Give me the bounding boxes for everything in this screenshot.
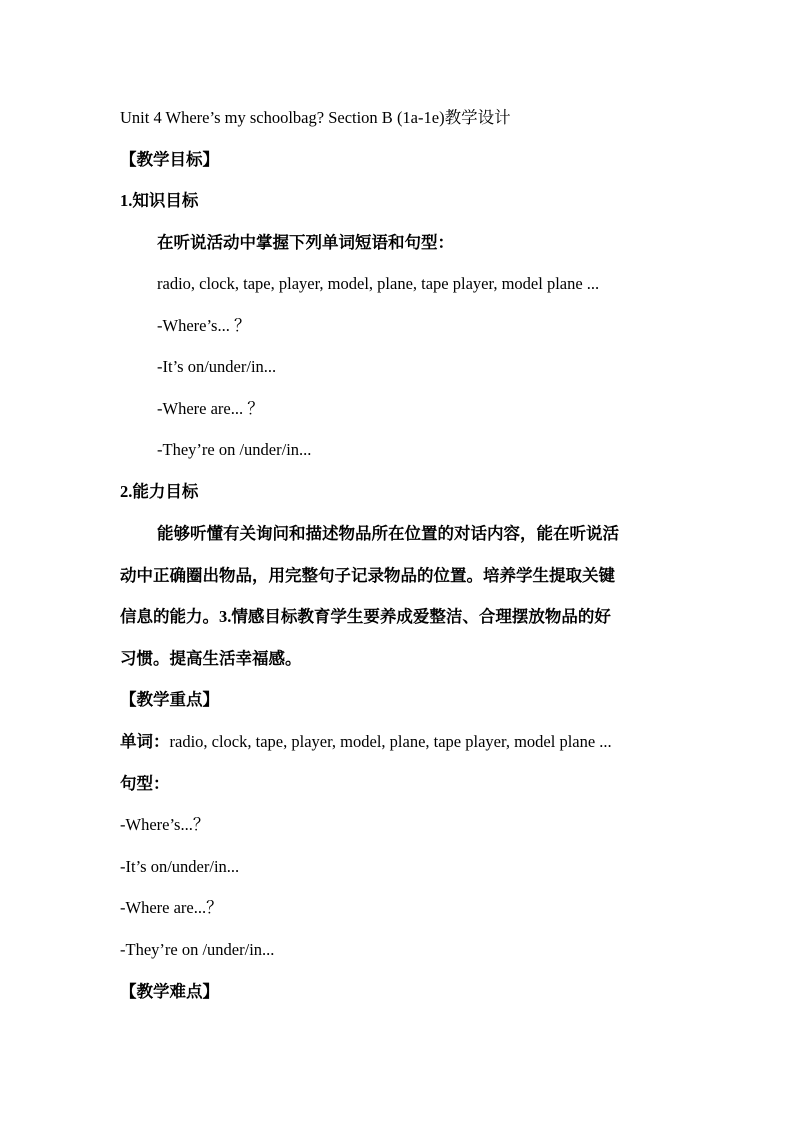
section-heading-key-points: 【教学重点】 xyxy=(120,690,219,709)
key-sentences-label: 句型： xyxy=(120,774,170,793)
key-words-list: radio, clock, tape, player, model, plane, tape player, model plane ... xyxy=(169,732,612,751)
subheading-knowledge: 1.知识目标 xyxy=(120,191,199,210)
sentence-pattern: -Where’s... ？ xyxy=(157,316,251,335)
key-words-row xyxy=(120,732,612,752)
subheading-ability: 2.能力目标 xyxy=(120,482,199,501)
sentence-pattern: -They’re on /under/in... xyxy=(120,940,275,959)
sentence-pattern: -Where’s...？ xyxy=(120,815,210,834)
key-words-label: 单词： xyxy=(120,732,170,751)
ability-paragraph-line: 能够听懂有关询问和描述物品所在位置的对话内容，能在听说活 xyxy=(157,524,619,543)
sentence-pattern: -They’re on /under/in... xyxy=(157,440,312,459)
sentence-pattern: -Where are...？ xyxy=(120,898,223,917)
knowledge-word-list: radio, clock, tape, player, model, plane, tape player, model plane ... xyxy=(157,274,600,293)
section-heading-difficulties: 【教学难点】 xyxy=(120,982,219,1001)
section-heading-objectives: 【教学目标】 xyxy=(120,150,219,169)
ability-paragraph-line: 信息的能力。3.情感目标教育学生要养成爱整洁、合理摆放物品的好 xyxy=(120,607,611,626)
sentence-pattern: -It’s on/under/in... xyxy=(120,857,240,876)
ability-paragraph-line: 习惯。提高生活幸福感。 xyxy=(120,649,302,668)
sentence-pattern: -It’s on/under/in... xyxy=(157,357,277,376)
document-title: Unit 4 Where’s my schoolbag? Section B (1a-1e)教学设计 xyxy=(120,108,511,127)
knowledge-intro: 在听说活动中掌握下列单词短语和句型： xyxy=(157,233,454,252)
ability-paragraph-line: 动中正确圈出物品，用完整句子记录物品的位置。培养学生提取关键 xyxy=(120,566,615,585)
sentence-pattern: -Where are... ？ xyxy=(157,399,264,418)
